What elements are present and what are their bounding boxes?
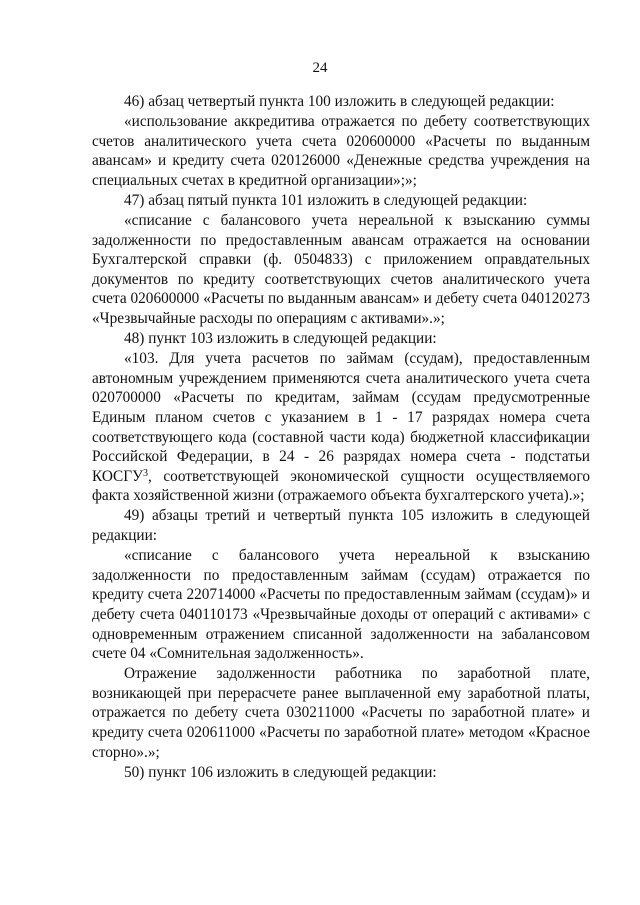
page-number: 24 [312,60,328,76]
paragraph-loans-writeoff: «списание с балансового учета нереальной к взысканию задолженности по предоставленным займам (ссудам) отражается по кредиту счета 220714000 «Расчеты по предоставленным займам (ссудам)» и дебету счета 040110173 «Чрезвычайные доходы от операций с активами» с одновременным отражением списанной задолженности на забалансовом счете 04 «Сомнительная задолженность». [92,547,590,663]
paragraph-item-46: 46) абзац четвертый пункта 100 изложить в следующей редакции: [124,93,555,110]
paragraph-item-50: 50) пункт 106 изложить в следующей редакции: [124,763,437,781]
paragraph-item-48: 48) пункт 103 изложить в следующей редакции: [124,330,437,348]
paragraph-point-103 [92,349,590,506]
paragraph-item-49: 49) абзацы третий и четвертый пункта 105 изложить в следующей редакции: [92,507,590,545]
paragraph-accreditive: «использование аккредитива отражается по дебету соответствующих счетов аналитического учета счета 020600000 «Расчеты по выданным авансам» и кредиту счета 020126000 «Денежные средства учреждения на специальных счетах в кредитной организации»;»; [92,113,590,189]
paragraph-salary-recalc: Отражение задолженности работника по заработной плате, возникающей при перерасчете ранее выплаченной ему заработной платы, отражается по дебету счета 030211000 «Расчеты по заработной плате» и кредиту счета 020611000 «Расчеты по заработной плате» методом «Красное сторно».»; [92,665,590,761]
paragraph-advances-writeoff: «списание с балансового учета нереальной к взысканию суммы задолженности по предоставленным авансам отражается на основании Бухгалтерской справки (ф. 0504833) с приложением оправдательных документов по кредиту соответствующих счетов аналитического учета счета 020600000 «Расчеты по выданным авансам» и дебету счета 040120273 «Чрезвычайные расходы по операциям с активами».»; [92,212,590,328]
paragraph-item-47: 47) абзац пятый пункта 101 изложить в следующей редакции: [124,191,528,209]
footnote-mark: 3 [142,467,148,479]
point-103-text-end: , соответствующей экономической сущности осуществляемого факта хозяйственной жизни (отражаемого объекта бухгалтерского учета).»; [92,467,590,505]
document-body [92,92,590,783]
point-103-text: «103. Для учета расчетов по займам (ссудам), предоставленным автономным учреждением применяются счета аналитического учета счета 020700000 «Расчеты по кредитам, займам (ссудам предусмотренные Единым планом счетов с указанием в 1 - 17 разрядах номера счета соответствующего кода (составной части кода) бюджетной классификации Российской Федерации, в 24 - 26 разрядах номера счета - подстатьи КОСГУ [92,350,590,485]
